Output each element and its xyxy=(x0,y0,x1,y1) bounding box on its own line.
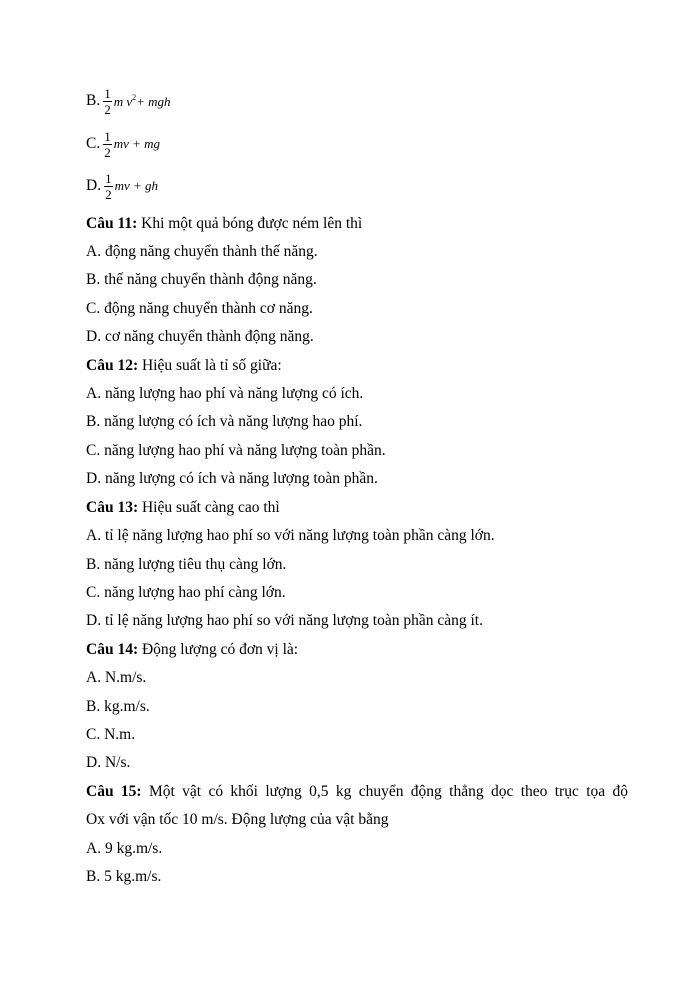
fraction-one-half: $\frac{1}{2}$ xyxy=(105,170,112,202)
option-item: D. năng lượng có ích và năng lượng toàn phần. xyxy=(86,470,378,487)
option-label: B. xyxy=(86,92,101,109)
question-14: Câu 14: Động lượng có đơn vị là: xyxy=(86,641,299,658)
option-item: D. tỉ lệ năng lượng hao phí so với năng lượng toàn phần càng ít. xyxy=(86,612,483,629)
formula-expression: m $v^2+$ mgh xyxy=(113,92,171,109)
formula-expression: mv + mg xyxy=(113,136,161,151)
question-12: Câu 12: Hiệu suất là tỉ số giữa: xyxy=(86,357,282,374)
option-item: B. năng lượng có ích và năng lượng hao phí. xyxy=(86,413,363,430)
option-item: B. thế năng chuyển thành động năng. xyxy=(86,271,317,288)
option-d-formula xyxy=(86,168,158,204)
option-item: B. năng lượng tiêu thụ càng lớn. xyxy=(86,556,287,573)
question-13: Câu 13: Hiệu suất càng cao thì xyxy=(86,499,280,516)
option-item: A. N.m/s. xyxy=(86,669,147,686)
option-item: C. năng lượng hao phí và năng lượng toàn phần. xyxy=(86,442,386,459)
question-11: Câu 11: Khi một quả bóng được ném lên thì xyxy=(86,215,363,232)
question-15: Câu 15: Một vật có khối lượng 0,5 kg chuyển động thẳng dọc theo trục tọa độ xyxy=(86,783,628,800)
option-item: D. cơ năng chuyển thành động năng. xyxy=(86,328,314,345)
option-item: B. kg.m/s. xyxy=(86,698,150,715)
option-item: C. N.m. xyxy=(86,726,136,743)
formula-expression: mv + gh xyxy=(114,178,159,193)
option-item: B. 5 kg.m/s. xyxy=(86,868,162,885)
fraction-one-half: $\frac{1}{2}$ xyxy=(104,128,111,160)
option-item: D. N/s. xyxy=(86,754,131,771)
option-item: A. năng lượng hao phí và năng lượng có ích. xyxy=(86,385,364,402)
option-item: C. năng lượng hao phí càng lớn. xyxy=(86,584,286,601)
option-c-formula xyxy=(86,126,160,162)
option-item: A. 9 kg.m/s. xyxy=(86,840,163,857)
option-item: A. tỉ lệ năng lượng hao phí so với năng lượng toàn phần càng lớn. xyxy=(86,527,495,544)
option-label: C. xyxy=(86,135,101,152)
option-item: A. động năng chuyển thành thế năng. xyxy=(86,243,318,260)
option-item: C. động năng chuyển thành cơ năng. xyxy=(86,300,313,317)
question-15-continued: Ox với vận tốc 10 m/s. Động lượng của vật bằng xyxy=(86,811,389,828)
option-label: D. xyxy=(86,177,102,194)
option-b-formula xyxy=(86,83,171,119)
fraction-one-half: $\frac{1}{2}$ xyxy=(104,85,111,117)
